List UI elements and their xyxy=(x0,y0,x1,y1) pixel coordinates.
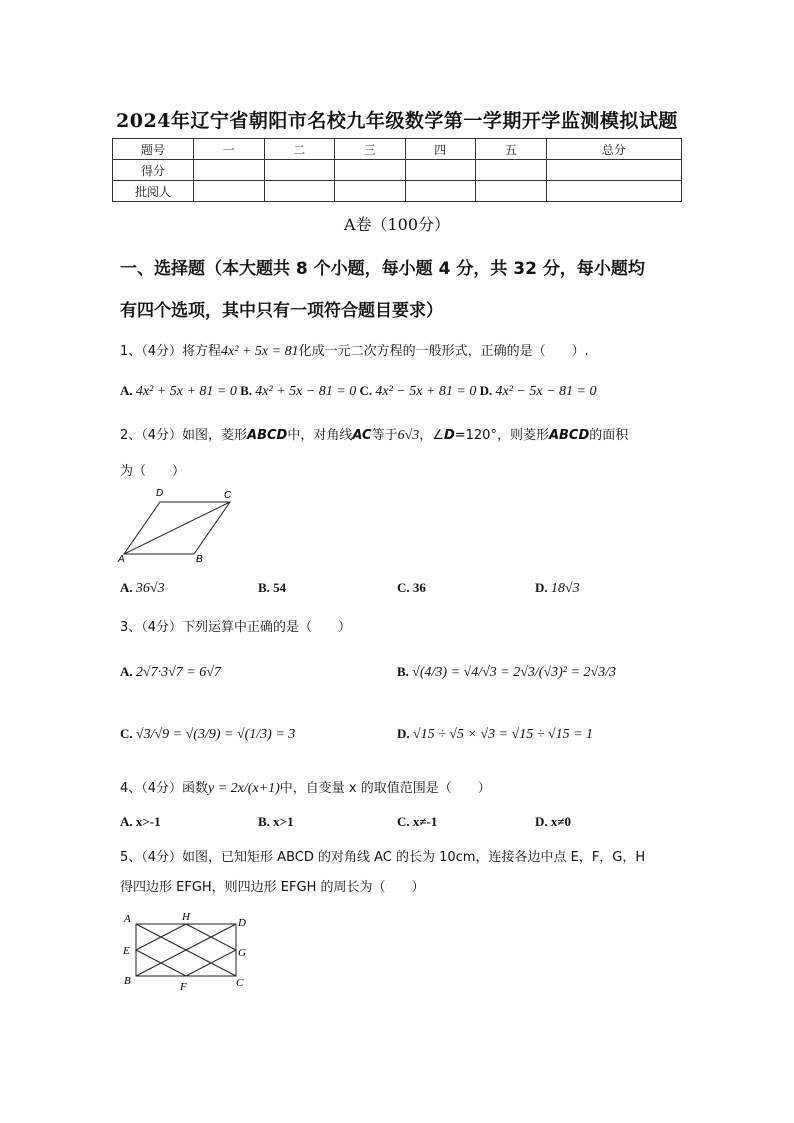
score-table xyxy=(112,138,682,202)
header-cell: 二 xyxy=(264,139,335,160)
q1-option-a: 4x² + 5x + 81 = 0 xyxy=(135,384,237,399)
score-cell xyxy=(405,160,476,181)
q3-option-b xyxy=(397,664,616,681)
option-text: 2√7·3√7 = 6√7 xyxy=(135,665,221,680)
q4-option-b xyxy=(258,814,294,830)
label-d: D xyxy=(156,488,164,499)
q4-function: y = 2x/(x+1) xyxy=(208,781,280,796)
header-cell: 四 xyxy=(405,139,476,160)
option-text: 36 xyxy=(412,580,426,595)
option-text: x>-1 xyxy=(135,814,161,829)
score-table-row xyxy=(113,160,682,181)
q1-option-c: 4x² − 5x + 81 = 0 xyxy=(375,384,477,399)
header-cell: 总分 xyxy=(546,139,682,160)
score-cell xyxy=(546,181,682,202)
question-2-line2: 为（ ） xyxy=(120,464,186,479)
option-text: 18√3 xyxy=(550,581,580,596)
option-text: x≠0 xyxy=(550,814,572,829)
q2-text: =120°，则菱形 xyxy=(454,428,549,443)
section-heading-line1: 一、选择题（本大题共 8 个小题，每小题 4 分，共 32 分，每小题均 xyxy=(120,259,645,279)
option-label: B. xyxy=(397,664,409,679)
score-cell xyxy=(476,181,547,202)
score-table-header-row xyxy=(113,139,682,160)
score-cell xyxy=(194,181,265,202)
q2-abcd: ABCD xyxy=(247,428,288,443)
label-g: G xyxy=(238,947,246,959)
score-cell xyxy=(476,160,547,181)
q2-text: 等于 xyxy=(371,428,398,443)
score-cell xyxy=(194,160,265,181)
option-label: D. xyxy=(397,726,410,741)
q4-suffix: 中，自变量 x 的取值范围是（ ） xyxy=(279,781,491,796)
q1-prefix: 1、（4分）将方程 xyxy=(120,344,222,359)
q2-text: 2、（4分）如图，菱形 xyxy=(120,428,248,443)
q1-equation: 4x² + 5x = 81 xyxy=(221,344,299,359)
option-label: C. xyxy=(120,726,133,741)
option-label: C. xyxy=(397,580,410,595)
question-4-stem xyxy=(120,777,491,797)
label-f: F xyxy=(180,981,187,993)
option-label: A. xyxy=(120,814,133,829)
option-text: √15 ÷ √5 × √3 = √15 ÷ √15 = 1 xyxy=(412,727,594,742)
label-h: H xyxy=(182,911,190,923)
q1-option-d: 4x² − 5x − 81 = 0 xyxy=(495,384,597,399)
option-label: A. xyxy=(120,580,133,595)
q2-abcd: ABCD xyxy=(548,428,590,443)
q4-option-c xyxy=(397,814,437,830)
q2-text: 中，对角线 xyxy=(287,428,353,443)
score-cell xyxy=(335,160,406,181)
label-e: E xyxy=(123,945,130,957)
header-cell: 题号 xyxy=(113,139,194,160)
score-cell xyxy=(264,181,335,202)
option-label: B. xyxy=(258,580,270,595)
score-cell xyxy=(546,160,682,181)
q4-option-d xyxy=(535,814,571,830)
label-c: C xyxy=(236,977,244,989)
q1-option-b-label: B. xyxy=(240,383,253,398)
option-text: √3/√9 = √(3/9) = √(1/3) = 3 xyxy=(135,727,296,742)
label-b: B xyxy=(124,975,131,987)
option-text: x>1 xyxy=(273,814,294,829)
header-cell: 三 xyxy=(335,139,406,160)
diagonal-ac xyxy=(124,502,230,554)
row-label: 得分 xyxy=(113,160,194,181)
q1-option-a-label: A. xyxy=(120,383,133,398)
label-b: B xyxy=(196,554,203,564)
section-heading-line2: 有四个选项，其中只有一项符合题目要求） xyxy=(120,301,443,321)
q1-option-d-label: D. xyxy=(479,383,493,398)
option-label: C. xyxy=(397,814,410,829)
q3-option-d xyxy=(397,726,593,743)
label-a: A xyxy=(118,554,125,564)
label-d: D xyxy=(238,917,246,929)
option-label: D. xyxy=(535,580,548,595)
score-table-row xyxy=(113,181,682,202)
option-text: 54 xyxy=(273,580,287,595)
question-5-line2: 得四边形 EFGH，则四边形 EFGH 的周长为（ ） xyxy=(120,880,425,895)
q3-option-c xyxy=(120,726,295,743)
header-cell: 一 xyxy=(194,139,265,160)
q2-option-d xyxy=(535,580,580,597)
q2-text: 的面积 xyxy=(589,428,629,443)
q1-option-b: 4x² + 5x − 81 = 0 xyxy=(255,384,357,399)
score-cell xyxy=(405,181,476,202)
q2-ac: AC xyxy=(352,428,372,443)
q2-text: ，∠ xyxy=(419,428,444,443)
section-subtitle: A卷（100分） xyxy=(343,215,451,234)
q1-option-c-label: C. xyxy=(359,383,373,398)
page-title: 2024年辽宁省朝阳市名校九年级数学第一学期开学监测模拟试题 xyxy=(116,110,678,132)
rhombus-figure xyxy=(112,484,242,564)
q3-option-a xyxy=(120,664,221,681)
q2-option-c xyxy=(397,580,426,596)
label-a: A xyxy=(124,913,131,925)
q4-prefix: 4、（4分）函数 xyxy=(120,781,209,796)
q2-option-a xyxy=(120,580,165,597)
option-text: x≠-1 xyxy=(412,814,438,829)
q4-option-a xyxy=(120,814,161,830)
option-label: A. xyxy=(120,664,133,679)
rectangle-figure xyxy=(118,906,258,996)
label-c: C xyxy=(224,490,232,501)
q2-value: 6√3 xyxy=(397,428,420,443)
option-text: √(4/3) = √4/√3 = 2√3/(√3)² = 2√3/3 xyxy=(412,665,617,680)
q1-suffix: 化成一元二次方程的一般形式，正确的是（ ）. xyxy=(298,344,589,359)
question-3-stem: 3、（4分）下列运算中正确的是（ ） xyxy=(120,620,352,635)
row-label: 批阅人 xyxy=(113,181,194,202)
header-cell: 五 xyxy=(476,139,547,160)
q2-option-b xyxy=(258,580,286,596)
option-text: 36√3 xyxy=(135,581,165,596)
option-label: B. xyxy=(258,814,270,829)
q1-options xyxy=(120,383,596,400)
question-2-stem xyxy=(120,424,628,444)
option-label: D. xyxy=(535,814,548,829)
question-1-stem xyxy=(120,340,589,360)
score-cell xyxy=(264,160,335,181)
q2-angle-d: D xyxy=(443,428,455,443)
score-cell xyxy=(335,181,406,202)
question-5-line1: 5、（4分）如图，已知矩形 ABCD 的对角线 AC 的长为 10cm，连接各边中点 E，F，G，H xyxy=(120,850,646,865)
